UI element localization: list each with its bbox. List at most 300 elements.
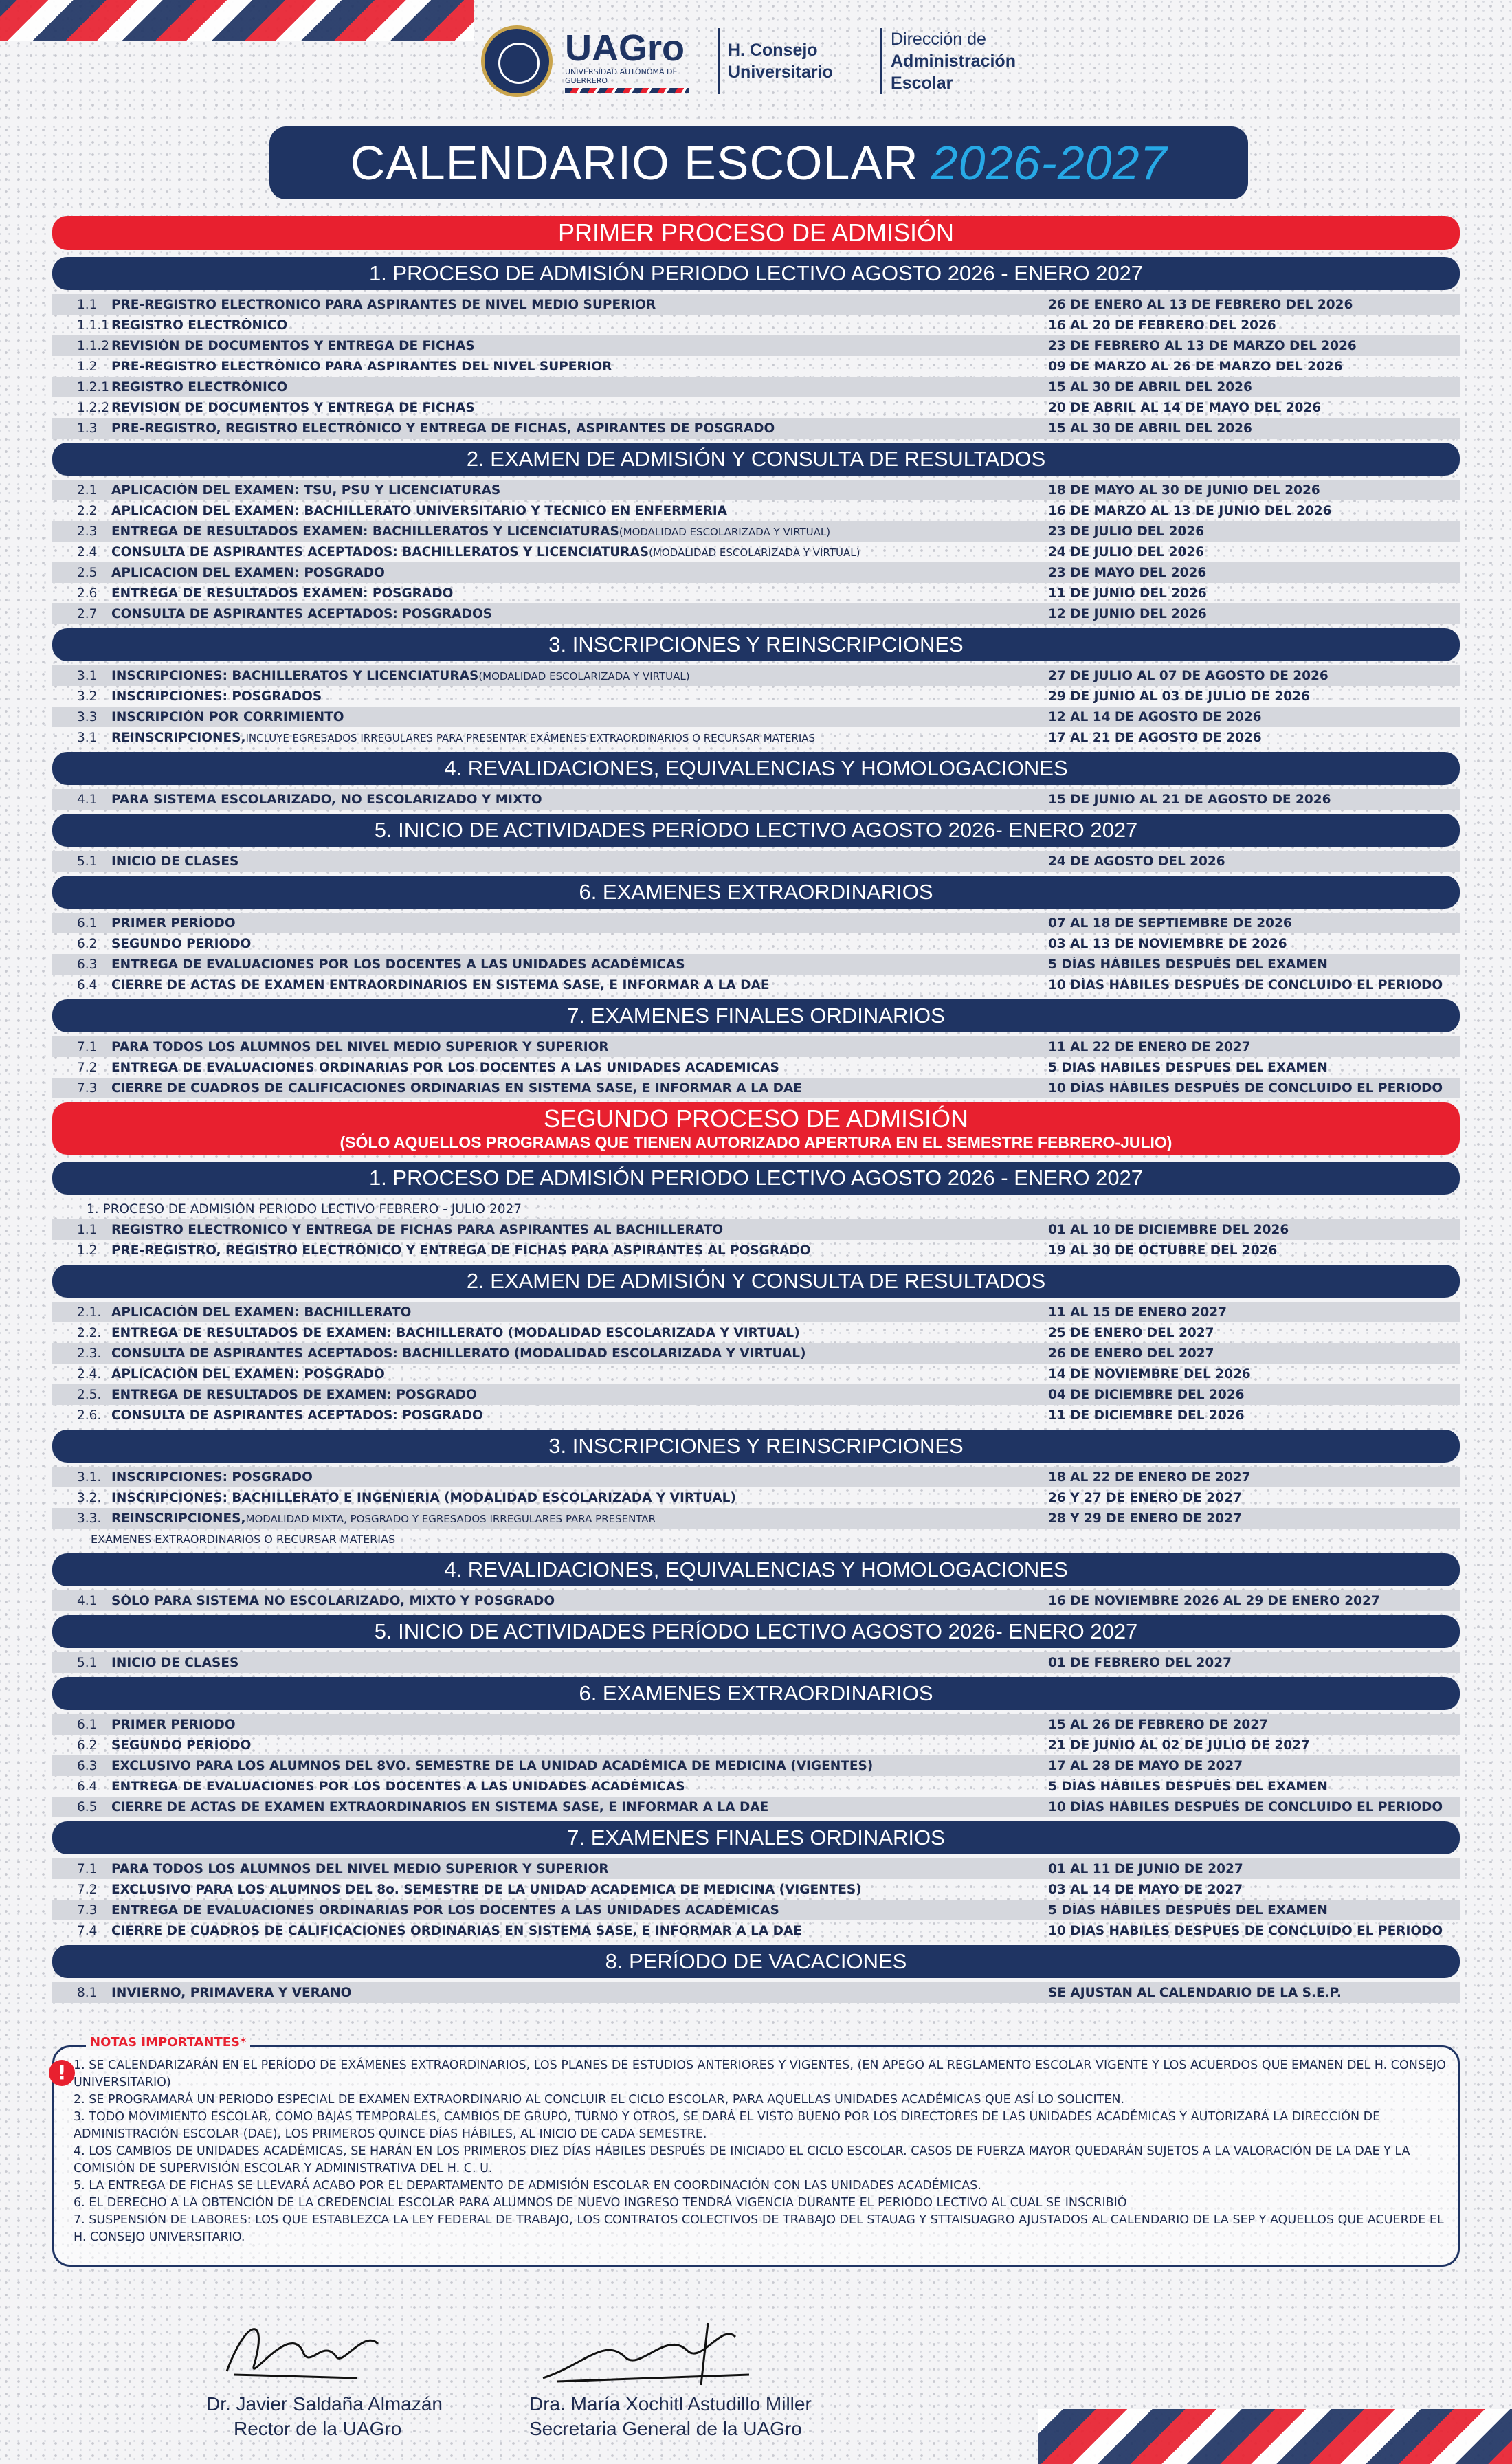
process-header: PRIMER PROCESO DE ADMISIÓN <box>52 216 1460 250</box>
row-description <box>111 710 1048 724</box>
row-description <box>111 401 1048 415</box>
row-description <box>111 1367 1048 1381</box>
row-number: 2.2 <box>77 503 98 518</box>
description-text: APLICACIÓN DEL EXAMEN: POSGRADO <box>111 565 385 580</box>
calendar-row <box>52 1036 1460 1057</box>
row-description <box>111 1346 1048 1361</box>
important-notes <box>52 2035 1460 2267</box>
calendar-row <box>52 397 1460 418</box>
row-description <box>111 978 1048 992</box>
row-description <box>111 524 1048 539</box>
row-description <box>111 1491 1048 1505</box>
row-number: 6.3 <box>77 1758 98 1773</box>
row-description <box>111 421 1048 436</box>
row-number: 3.2 <box>77 689 98 704</box>
row-date: 10 DÍAS HÁBILES DESPUÉS DE CONCLUIDO EL PERIODO <box>1048 1799 1443 1814</box>
row-number: 3.1 <box>77 730 98 745</box>
calendar-row <box>52 1405 1460 1425</box>
row-number: 1.1.1 <box>77 318 110 333</box>
description-text: PARA TODOS LOS ALUMNOS DEL NIVEL MEDIO SUPERIOR Y SUPERIOR <box>111 1861 609 1876</box>
description-text: PRE-REGISTRO, REGISTRO ELECTRÓNICO Y ENTREGA DE FICHAS PARA ASPIRANTES AL POSGRADO <box>111 1243 811 1258</box>
note-item: 1. SE CALENDARIZARÁN EN EL PERÍODO DE EXÁMENES EXTRAORDINARIOS, LOS PLANES DE ESTUDIOS ANTERIORES Y VIGENTES, (EN APEGO AL REGLAMENTO ESCOLAR VIGENTE Y LOS ACUERDOS QUE EMANEN DEL H. CONSEJO UNIVERSITARIO) <box>74 2058 1446 2089</box>
calendar-row <box>52 1735 1460 1755</box>
row-description <box>111 298 1048 312</box>
title-text: CALENDARIO ESCOLAR <box>350 136 919 190</box>
description-text: ENTREGA DE EVALUACIONES ORDINARIAS POR LOS DOCENTES A LAS UNIDADES ACADÉMICAS <box>111 1902 779 1918</box>
section-header: 1. PROCESO DE ADMISIÓN PERIODO LECTIVO AGOSTO 2026 - ENERO 2027 <box>52 1162 1460 1195</box>
description-text: PRE-REGISTRO, REGISTRO ELECTRÓNICO Y ENTREGA DE FICHAS, ASPIRANTES DE POSGRADO <box>111 421 775 436</box>
description-text: ENTREGA DE EVALUACIONES POR LOS DOCENTES A LAS UNIDADES ACADÉMICAS <box>111 957 685 972</box>
row-description <box>111 1326 1048 1340</box>
divider <box>718 28 720 94</box>
calendar-row <box>52 1322 1460 1343</box>
row-date: 28 Y 29 DE ENERO DE 2027 <box>1048 1511 1242 1526</box>
row-date: 18 AL 22 DE ENERO DE 2027 <box>1048 1469 1251 1485</box>
extra-row <box>52 1529 1460 1549</box>
row-number: 1.1 <box>77 297 98 312</box>
row-description <box>111 339 1048 353</box>
signer-name: Dr. Javier Saldaña Almazán <box>206 2393 443 2415</box>
decorative-stripes-top <box>0 0 474 41</box>
row-number: 6.4 <box>77 977 98 992</box>
brand-subtitle: UNIVERSIDAD AUTÓNOMA DE GUERRERO <box>565 67 678 85</box>
row-description <box>111 1800 1048 1814</box>
row-description <box>111 380 1048 395</box>
row-date: 01 AL 10 DE DICIEMBRE DEL 2026 <box>1048 1222 1289 1237</box>
row-date: 15 AL 30 DE ABRIL DEL 2026 <box>1048 421 1252 436</box>
row-description <box>111 359 1048 374</box>
row-number: 2.4. <box>77 1366 102 1381</box>
row-number: 7.2 <box>77 1882 98 1897</box>
description-text: INICIO DE CLASES <box>111 1655 239 1670</box>
description-text: CIERRE DE CUADROS DE CALIFICACIONES ORDINARIAS EN SISTEMA SASE, E INFORMAR A LA DAE <box>111 1923 802 1938</box>
section-header: 3. INSCRIPCIONES Y REINSCRIPCIONES <box>52 1430 1460 1463</box>
signature-scribble-icon <box>206 2309 399 2392</box>
row-description <box>111 1511 1048 1526</box>
calendar-row <box>52 500 1460 521</box>
row-description <box>111 1243 1048 1258</box>
row-number: 7.1 <box>77 1039 98 1054</box>
notes-title: NOTAS IMPORTANTES* <box>86 2035 250 2050</box>
row-number: 2.3 <box>77 524 98 539</box>
dae-line: Dirección de <box>891 30 986 49</box>
description-text: ENTREGA DE RESULTADOS EXAMEN: BACHILLERATOS Y LICENCIATURAS <box>111 524 619 539</box>
calendar-row <box>52 913 1460 933</box>
row-date: 10 DÍAS HÁBILES DESPUÉS DE CONCLUIDO EL PERIODO <box>1048 977 1443 992</box>
description-note: (MODALIDAD ESCOLARIZADA Y VIRTUAL) <box>619 525 831 538</box>
row-date: 11 AL 22 DE ENERO DE 2027 <box>1048 1039 1251 1054</box>
row-number: 6.1 <box>77 915 98 931</box>
description-text: ENTREGA DE EVALUACIONES ORDINARIAS POR LOS DOCENTES A LAS UNIDADES ACADÉMICAS <box>111 1060 779 1075</box>
row-number: 2.4 <box>77 544 98 559</box>
row-number: 7.2 <box>77 1060 98 1075</box>
row-description <box>111 1388 1048 1402</box>
process-subtitle: (SÓLO AQUELLOS PROGRAMAS QUE TIENEN AUTORIZADO APERTURA EN EL SEMESTRE FEBRERO-JULIO) <box>340 1133 1172 1151</box>
description-text: INSCRIPCIONES: POSGRADO <box>111 1469 313 1485</box>
description-text: REGISTRO ELECTRÓNICO Y ENTREGA DE FICHAS PARA ASPIRANTES AL BACHILLERATO <box>111 1222 724 1237</box>
row-number: 2.1. <box>77 1305 102 1320</box>
calendar-row <box>52 1879 1460 1900</box>
row-description <box>111 1738 1048 1753</box>
signature-secretary <box>529 2309 812 2441</box>
description-text: REVISIÓN DE DOCUMENTOS Y ENTREGA DE FICHAS <box>111 338 475 353</box>
description-text: EXCLUSIVO PARA LOS ALUMNOS DEL 8VO. SEMESTRE DE LA UNIDAD ACADÉMICA DE MEDICINA (VIGENTES) <box>111 1758 874 1773</box>
calendar-row <box>52 707 1460 727</box>
calendar-row <box>52 1467 1460 1487</box>
signer-role: Rector de la UAGro <box>234 2418 402 2439</box>
row-date: 12 AL 14 DE AGOSTO DE 2026 <box>1048 709 1262 724</box>
row-number: 6.3 <box>77 957 98 972</box>
dae-label <box>891 28 1016 94</box>
calendar-row <box>52 315 1460 335</box>
section-header: 6. EXAMENES EXTRAORDINARIOS <box>52 876 1460 909</box>
row-description: 1. PROCESO DE ADMISIÓN PERIODO LECTIVO FEBRERO - JULIO 2027 <box>87 1201 522 1217</box>
row-description <box>111 1594 1048 1608</box>
description-text: REVISIÓN DE DOCUMENTOS Y ENTREGA DE FICHAS <box>111 400 475 415</box>
section-header: 5. INICIO DE ACTIVIDADES PERÍODO LECTIVO AGOSTO 2026- ENERO 2027 <box>52 814 1460 847</box>
row-date: 15 DE JUNIO AL 21 DE AGOSTO DE 2026 <box>1048 792 1331 807</box>
description-text: INSCRIPCIONES: BACHILLERATO E INGENIERÍA (MODALIDAD ESCOLARIZADA Y VIRTUAL) <box>111 1490 736 1505</box>
description-text: EXCLUSIVO PARA LOS ALUMNOS DEL 8o. SEMESTRE DE LA UNIDAD ACADÉMICA DE MEDICINA (VIGENTES) <box>111 1882 862 1897</box>
row-description <box>111 669 1048 683</box>
description-text: CIERRE DE ACTAS DE EXAMEN ENTRAORDINARIOS EN SISTEMA SASE, E INFORMAR A LA DAE <box>111 977 770 992</box>
row-number: 5.1 <box>77 854 98 869</box>
description-text: ENTREGA DE RESULTADOS EXAMEN: POSGRADO <box>111 586 454 601</box>
row-number: 1.2.2 <box>77 400 110 415</box>
row-description <box>111 318 1048 333</box>
section-header: 5. INICIO DE ACTIVIDADES PERÍODO LECTIVO AGOSTO 2026- ENERO 2027 <box>52 1615 1460 1648</box>
row-number: 7.3 <box>77 1080 98 1096</box>
note-item: 7. SUSPENSIÓN DE LABORES: LOS QUE ESTABLEZCA LA LEY FEDERAL DE TRABAJO, LOS CONTRATOS COLECTIVOS DE TRABAJO DEL STAUAG Y STTAISUAGRO AJUSTADOS AL CALENDARIO DE LA SEP Y AQUELLOS QUE ACUERDE EL H. CONSEJO UNIVERSITARIO. <box>74 2213 1444 2244</box>
calendar-row <box>52 1364 1460 1384</box>
row-description <box>111 1061 1048 1075</box>
row-number: 2.6. <box>77 1408 102 1423</box>
description-text: REINSCRIPCIONES, <box>111 730 246 745</box>
calendar-row <box>52 1652 1460 1673</box>
university-seal-icon <box>481 25 553 97</box>
row-date: 03 AL 13 DE NOVIEMBRE DE 2026 <box>1048 936 1287 951</box>
row-number: 1.1.2 <box>77 338 110 353</box>
section-header: 4. REVALIDACIONES, EQUIVALENCIAS Y HOMOLOGACIONES <box>52 1553 1460 1586</box>
calendar-row <box>52 294 1460 315</box>
description-text: INSCRIPCIÓN POR CORRIMIENTO <box>111 709 344 724</box>
note-item: 3. TODO MOVIMIENTO ESCOLAR, COMO BAJAS TEMPORALES, CAMBIOS DE GRUPO, TURNO Y OTROS, SE DARÁ EL VISTO BUENO POR LOS DIRECTORES DE LAS UNIDADES ACADÉMICAS Y AUTORIZARÁ LA DIRECCIÓN DE ADMINISTRACIÓN ESCOLAR (DAE), LOS PRIMEROS QUINCE DÍAS HÁBILES, AL INICIO DE CADA SEMESTRE. <box>74 2110 1381 2141</box>
calendar-row <box>52 1982 1460 2003</box>
calendar-row <box>52 1343 1460 1364</box>
description-note: INCLUYE EGRESADOS IRREGULARES PARA PRESENTAR EXÁMENES EXTRAORDINARIOS O RECURSAR MATERIAS <box>245 731 816 744</box>
description-text: REINSCRIPCIONES, <box>111 1511 246 1526</box>
calendar-row <box>52 1078 1460 1098</box>
section-header: 4. REVALIDACIONES, EQUIVALENCIAS Y HOMOLOGACIONES <box>52 752 1460 785</box>
description-text: INVIERNO, PRIMAVERA Y VERANO <box>111 1985 352 2000</box>
description-text: APLICACIÓN DEL EXAMEN: TSU, PSU Y LICENCIATURAS <box>111 482 501 498</box>
row-date: 11 DE DICIEMBRE DEL 2026 <box>1048 1408 1245 1423</box>
row-number: 2.5 <box>77 565 98 580</box>
row-description <box>111 1986 1048 2000</box>
row-description: EXÁMENES EXTRAORDINARIOS O RECURSAR MATERIAS <box>91 1532 396 1546</box>
row-number: 6.5 <box>77 1799 98 1814</box>
row-date: 10 DÍAS HÁBILES DESPUÉS DE CONCLUIDO EL PERIODO <box>1048 1080 1443 1096</box>
row-description <box>111 916 1048 931</box>
calendar-row <box>52 562 1460 583</box>
row-date: 15 AL 26 DE FEBRERO DE 2027 <box>1048 1717 1268 1732</box>
description-text: INICIO DE CLASES <box>111 854 239 869</box>
description-text: CIERRE DE CUADROS DE CALIFICACIONES ORDINARIAS EN SISTEMA SASE, E INFORMAR A LA DAE <box>111 1080 802 1096</box>
note-item: 5. LA ENTREGA DE FICHAS SE LLEVARÁ ACABO POR EL DEPARTAMENTO DE ADMISIÓN ESCOLAR EN COORDINACIÓN CON LAS UNIDADES ACADÉMICAS. <box>74 2179 981 2193</box>
row-description <box>111 545 1048 559</box>
row-date: 03 AL 14 DE MAYO DE 2027 <box>1048 1882 1243 1897</box>
row-description <box>111 1883 1048 1897</box>
description-note: MODALIDAD MIXTA, POSGRADO Y EGRESADOS IRREGULARES PARA PRESENTAR <box>245 1512 656 1525</box>
row-date: 21 DE JUNIO AL 02 DE JULIO DE 2027 <box>1048 1738 1310 1753</box>
signatures <box>0 2309 1512 2461</box>
note-item: 6. EL DERECHO A LA OBTENCIÓN DE LA CREDENCIAL ESCOLAR PARA ALUMNOS DE NUEVO INGRESO TENDRÁ VIGENCIA DURANTE EL PERIODO LECTIVO AL CUAL SE INSCRIBIÓ <box>74 2196 1127 2210</box>
row-description <box>111 1779 1048 1794</box>
process-title: SEGUNDO PROCESO DE ADMISIÓN <box>543 1105 969 1133</box>
row-date: 10 DÍAS HÁBILES DESPUÉS DE CONCLUIDO EL PERIODO <box>1048 1923 1443 1938</box>
row-date: 26 DE ENERO DEL 2027 <box>1048 1346 1214 1361</box>
description-text: PARA TODOS LOS ALUMNOS DEL NIVEL MEDIO SUPERIOR Y SUPERIOR <box>111 1039 609 1054</box>
signer-name: Dra. María Xochitl Astudillo Miller <box>529 2393 812 2415</box>
row-date: 11 DE JUNIO DEL 2026 <box>1048 586 1207 601</box>
calendar-row <box>52 1302 1460 1322</box>
calendar-row <box>52 1755 1460 1776</box>
calendar-row <box>52 1900 1460 1920</box>
row-date: 04 DE DICIEMBRE DEL 2026 <box>1048 1387 1245 1402</box>
row-date: 19 AL 30 DE OCTUBRE DEL 2026 <box>1048 1243 1278 1258</box>
description-text: APLICACIÓN DEL EXAMEN: BACHILLERATO UNIVERSITARIO Y TÉCNICO EN ENFERMERÍA <box>111 503 727 518</box>
row-description <box>111 566 1048 580</box>
calendar-row <box>52 789 1460 810</box>
row-date: 14 DE NOVIEMBRE DEL 2026 <box>1048 1366 1251 1381</box>
note-item: 4. LOS CAMBIOS DE UNIDADES ACADÉMICAS, SE HARÁN EN LOS PRIMEROS DIEZ DÍAS HÁBILES DESPUÉS DE INICIADO EL CICLO ESCOLAR. CASOS DE FUERZA MAYOR QUEDARÁN SUJETOS A LA VALORACIÓN DE LA DAE Y LA COMISIÓN DE SUPERVISIÓN ESCOLAR Y ADMINISTRATIVA DEL H. C. U. <box>74 2144 1410 2175</box>
row-description <box>111 957 1048 972</box>
row-number: 3.1 <box>77 668 98 683</box>
calendar-row <box>52 1776 1460 1797</box>
row-date: 15 AL 30 DE ABRIL DEL 2026 <box>1048 379 1252 395</box>
council-line: Universitario <box>728 63 833 82</box>
row-number: 8.1 <box>77 1985 98 2000</box>
row-date: 24 DE AGOSTO DEL 2026 <box>1048 854 1225 869</box>
note-item: 2. SE PROGRAMARÁ UN PERIODO ESPECIAL DE EXAMEN EXTRAORDINARIO AL CONCLUIR EL CICLO ESCOLAR, PARA AQUELLAS UNIDADES ACADÉMICAS QUE ASÍ LO SOLICITEN. <box>74 2093 1125 2107</box>
calendar-row <box>52 1858 1460 1879</box>
calendar-row <box>52 480 1460 500</box>
row-number: 5.1 <box>77 1655 98 1670</box>
row-number: 6.4 <box>77 1779 98 1794</box>
calendar-row <box>52 1797 1460 1817</box>
row-number: 4.1 <box>77 792 98 807</box>
row-date: 01 AL 11 DE JUNIO DE 2027 <box>1048 1861 1243 1876</box>
calendar-row <box>52 1920 1460 1941</box>
row-date: 26 DE ENERO AL 13 DE FEBRERO DEL 2026 <box>1048 297 1353 312</box>
row-description <box>111 731 1048 745</box>
description-text: CONSULTA DE ASPIRANTES ACEPTADOS: POSGRADO <box>111 1408 483 1423</box>
calendar-row <box>52 583 1460 603</box>
dae-line: Administración <box>891 52 1016 71</box>
row-date: 27 DE JULIO AL 07 DE AGOSTO DE 2026 <box>1048 668 1328 683</box>
divider <box>880 28 882 94</box>
row-description <box>111 1223 1048 1237</box>
row-date: 16 AL 20 DE FEBRERO DEL 2026 <box>1048 318 1276 333</box>
page-title <box>269 126 1248 199</box>
description-text: INSCRIPCIONES: BACHILLERATOS Y LICENCIATURAS <box>111 668 479 683</box>
description-text: INSCRIPCIONES: POSGRADOS <box>111 689 322 704</box>
calendar-row <box>52 603 1460 624</box>
row-description <box>111 1040 1048 1054</box>
brand-block <box>565 29 709 93</box>
row-number: 6.2 <box>77 936 98 951</box>
calendar-row <box>52 1714 1460 1735</box>
calendar-row <box>52 1240 1460 1261</box>
row-description <box>111 1924 1048 1938</box>
calendar-row <box>52 377 1460 397</box>
section-header: 2. EXAMEN DE ADMISIÓN Y CONSULTA DE RESULTADOS <box>52 1265 1460 1298</box>
row-date: 23 DE FEBRERO AL 13 DE MARZO DEL 2026 <box>1048 338 1357 353</box>
row-description <box>111 1759 1048 1773</box>
description-text: PRIMER PERÍODO <box>111 1717 236 1732</box>
intro-row <box>52 1199 1460 1219</box>
warning-icon: ! <box>49 2060 75 2115</box>
row-number: 1.2.1 <box>77 379 110 395</box>
row-number: 1.2 <box>77 1243 98 1258</box>
calendar-row <box>52 975 1460 995</box>
description-text: SEGUNDO PERÍODO <box>111 936 252 951</box>
row-date: 17 AL 28 DE MAYO DE 2027 <box>1048 1758 1243 1773</box>
row-date: 01 DE FEBRERO DEL 2027 <box>1048 1655 1232 1670</box>
row-date: 5 DÍAS HÁBILES DESPUÉS DEL EXAMEN <box>1048 957 1328 972</box>
row-number: 1.3 <box>77 421 98 436</box>
row-description <box>111 1470 1048 1485</box>
calendar-row <box>52 954 1460 975</box>
council-label <box>728 39 872 83</box>
description-text: ENTREGA DE RESULTADOS DE EXAMEN: POSGRADO <box>111 1387 477 1402</box>
row-date: 23 DE MAYO DEL 2026 <box>1048 565 1207 580</box>
row-description <box>111 1081 1048 1096</box>
row-number: 3.2. <box>77 1490 102 1505</box>
row-description <box>111 792 1048 807</box>
section-header: 2. EXAMEN DE ADMISIÓN Y CONSULTA DE RESULTADOS <box>52 443 1460 476</box>
row-date: 12 DE JUNIO DEL 2026 <box>1048 606 1207 621</box>
row-date: 07 AL 18 DE SEPTIEMBRE DE 2026 <box>1048 915 1292 931</box>
calendar-row <box>52 521 1460 542</box>
section-header: 6. EXAMENES EXTRAORDINARIOS <box>52 1677 1460 1710</box>
section-header: 3. INSCRIPCIONES Y REINSCRIPCIONES <box>52 628 1460 661</box>
row-number: 6.2 <box>77 1738 98 1753</box>
row-date: 16 DE NOVIEMBRE 2026 AL 29 DE ENERO 2027 <box>1048 1593 1380 1608</box>
description-text: CONSULTA DE ASPIRANTES ACEPTADOS: BACHILLERATOS Y LICENCIATURAS <box>111 544 649 559</box>
process-header <box>52 1102 1460 1155</box>
row-number: 7.3 <box>77 1902 98 1918</box>
description-text: ENTREGA DE EVALUACIONES POR LOS DOCENTES A LAS UNIDADES ACADÉMICAS <box>111 1779 685 1794</box>
row-number: 1.1 <box>77 1222 98 1237</box>
description-note: (MODALIDAD ESCOLARIZADA Y VIRTUAL) <box>478 669 690 682</box>
institution-header <box>481 21 1045 102</box>
description-text: PRIMER PERÍODO <box>111 915 236 931</box>
section-header: 7. EXAMENES FINALES ORDINARIOS <box>52 1821 1460 1854</box>
row-number: 3.3. <box>77 1511 102 1526</box>
description-text: REGISTRO ELECTRÓNICO <box>111 318 288 333</box>
title-year: 2026-2027 <box>931 136 1168 190</box>
calendar-row <box>52 542 1460 562</box>
brand-name: UAGro <box>565 27 685 69</box>
row-number: 7.4 <box>77 1923 98 1938</box>
row-date: 16 DE MARZO AL 13 DE JUNIO DEL 2026 <box>1048 503 1332 518</box>
row-number: 2.2. <box>77 1325 102 1340</box>
description-text: CONSULTA DE ASPIRANTES ACEPTADOS: POSGRADOS <box>111 606 492 621</box>
section-header: 7. EXAMENES FINALES ORDINARIOS <box>52 999 1460 1032</box>
row-date: 5 DÍAS HÁBILES DESPUÉS DEL EXAMEN <box>1048 1902 1328 1918</box>
calendar-row <box>52 1057 1460 1078</box>
row-number: 2.5. <box>77 1387 102 1402</box>
row-description <box>111 937 1048 951</box>
calendar-row <box>52 665 1460 686</box>
row-number: 3.3 <box>77 709 98 724</box>
row-number: 6.1 <box>77 1717 98 1732</box>
row-date: 29 DE JUNIO AL 03 DE JULIO DE 2026 <box>1048 689 1310 704</box>
row-date: 5 DÍAS HÁBILES DESPUÉS DEL EXAMEN <box>1048 1060 1328 1075</box>
calendar-row <box>52 727 1460 748</box>
row-description <box>111 854 1048 869</box>
flag-bar <box>565 88 689 93</box>
row-description <box>111 586 1048 601</box>
council-line: H. Consejo <box>728 41 818 60</box>
row-description <box>111 483 1048 498</box>
row-description <box>111 607 1048 621</box>
calendar-row <box>52 1219 1460 1240</box>
calendar-row <box>52 1508 1460 1529</box>
calendar-row <box>52 1590 1460 1611</box>
notes-list <box>74 2057 1448 2246</box>
row-date: 25 DE ENERO DEL 2027 <box>1048 1325 1214 1340</box>
description-note: (MODALIDAD ESCOLARIZADA Y VIRTUAL) <box>649 546 860 559</box>
row-number: 2.1 <box>77 482 98 498</box>
calendar-row <box>52 335 1460 356</box>
signature-rector <box>206 2309 443 2441</box>
calendar-row <box>52 356 1460 377</box>
description-text: SÓLO PARA SISTEMA NO ESCOLARIZADO, MIXTO Y POSGRADO <box>111 1593 555 1608</box>
description-text: PRE-REGISTRO ELECTRÓNICO PARA ASPIRANTES DEL NIVEL SUPERIOR <box>111 359 612 374</box>
signature-scribble-icon <box>529 2309 777 2392</box>
row-description <box>111 1656 1048 1670</box>
section-header: 1. PROCESO DE ADMISIÓN PERIODO LECTIVO AGOSTO 2026 - ENERO 2027 <box>52 257 1460 290</box>
row-date: 23 DE JULIO DEL 2026 <box>1048 524 1205 539</box>
description-text: SEGUNDO PERÍODO <box>111 1738 252 1753</box>
row-number: 4.1 <box>77 1593 98 1608</box>
description-text: PRE-REGISTRO ELECTRÓNICO PARA ASPIRANTES DE NIVEL MEDIO SUPERIOR <box>111 297 656 312</box>
row-date: 17 AL 21 DE AGOSTO DE 2026 <box>1048 730 1262 745</box>
row-date: 5 DÍAS HÁBILES DESPUÉS DEL EXAMEN <box>1048 1779 1328 1794</box>
description-text: CIERRE DE ACTAS DE EXAMEN EXTRAORDINARIOS EN SISTEMA SASE, E INFORMAR A LA DAE <box>111 1799 769 1814</box>
row-number: 2.6 <box>77 586 98 601</box>
row-date: 26 Y 27 DE ENERO DE 2027 <box>1048 1490 1242 1505</box>
row-date: 20 DE ABRIL AL 14 DE MAYO DEL 2026 <box>1048 400 1322 415</box>
row-date: 09 DE MARZO AL 26 DE MARZO DEL 2026 <box>1048 359 1343 374</box>
row-number: 2.7 <box>77 606 98 621</box>
row-number: 3.1. <box>77 1469 102 1485</box>
calendar-row <box>52 1384 1460 1405</box>
calendar-content <box>52 216 1460 2003</box>
description-text: APLICACIÓN DEL EXAMEN: BACHILLERATO <box>111 1305 412 1320</box>
calendar-row <box>52 851 1460 872</box>
row-number: 2.3. <box>77 1346 102 1361</box>
row-description <box>111 689 1048 704</box>
row-date: 11 AL 15 DE ENERO 2027 <box>1048 1305 1227 1320</box>
row-number: 1.2 <box>77 359 98 374</box>
row-date: 24 DE JULIO DEL 2026 <box>1048 544 1205 559</box>
description-text: APLICACIÓN DEL EXAMEN: POSGRADO <box>111 1366 385 1381</box>
row-description <box>111 504 1048 518</box>
dae-line: Escolar <box>891 74 953 93</box>
